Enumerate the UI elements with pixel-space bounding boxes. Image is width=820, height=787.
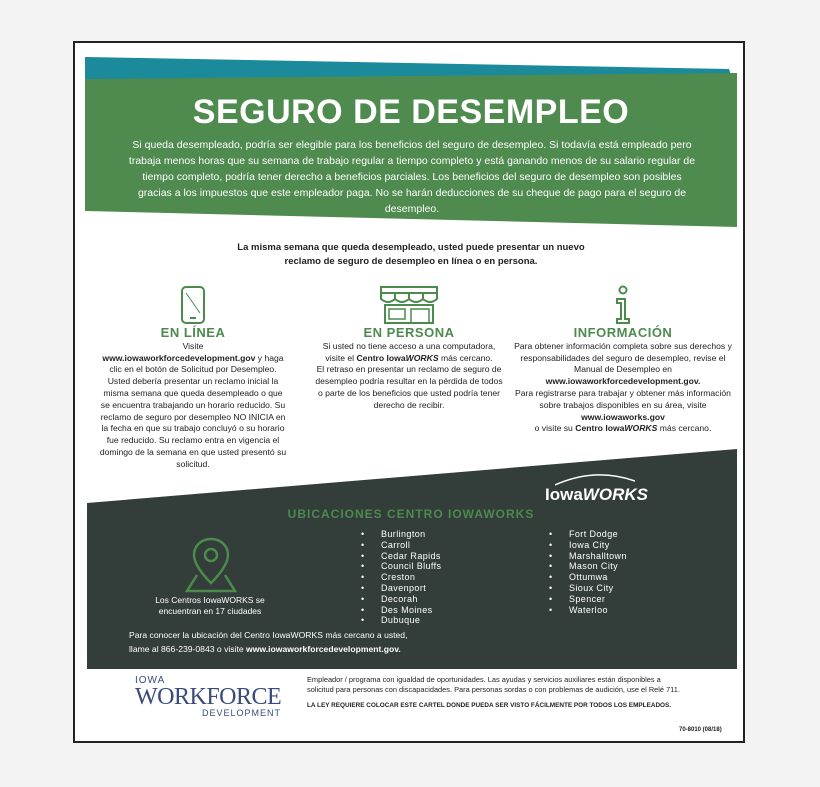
online-title: EN LÍNEA — [160, 325, 226, 340]
information-icon — [511, 283, 735, 325]
city-list-a — [361, 529, 441, 626]
city-item: • Carroll — [361, 540, 441, 551]
city-item: • Cedar Rapids — [361, 551, 441, 562]
city-item: • Des Moines — [361, 605, 441, 616]
info-url-link-b[interactable]: www.iowaworks.gov — [581, 411, 665, 422]
city-item: • Council Bluffs — [361, 561, 441, 572]
city-item: • Davenport — [361, 583, 441, 594]
city-item: • Marshalltown — [549, 551, 627, 562]
online-url-link[interactable]: www.iowaworkforcedevelopment.gov — [102, 352, 256, 363]
city-item: • Creston — [361, 572, 441, 583]
iowaworks-logo: IowaWORKS — [545, 485, 648, 505]
city-item: • Burlington — [361, 529, 441, 540]
subheading — [195, 241, 627, 269]
city-item: • Waterloo — [549, 605, 627, 616]
intro-paragraph: Si queda desempleado, podría ser elegible para los beneficios del seguro de desempleo. Si todavía está empleado pero trabaja menos horas que su semana de trabajo regular a tiempo completo y está ganando menos de su salario regular de tiempo completo, podría tener derecho a beneficios parciales. Los beneficios del seguro de desempleo son posibles gracias a los impuestos que este empleador paga. No se harán deducciones de su cheque de pago para el seguro de desempleo. — [128, 139, 696, 215]
online-text: Visite www.iowaworkforcedevelopment.gov y haga clic en el botón de Solicitud por Desempleo. Usted debería presentar un reclamo inicial la misma semana que queda desempleado o que se encuentra trabajando un horario reducido. Su reclamo de seguro por desempleo NO INICIA en la fecha en que su trabajo concluyó o su horario fue reducido. Su reclamo entra en vigencia el domingo de la semana en que usted presentó su solicitud. — [99, 340, 287, 469]
city-list-b — [549, 529, 627, 615]
city-item: • Sioux City — [549, 583, 627, 594]
equal-opportunity-notice: Empleador / programa con igualdad de oportunidades. Las ayudas y servicios auxiliares están disponibles a solicitud para personas con discapacidades. Para personas sordas o con problemas de audición, use el Relé 711. LA LEY REQUIERE COLOCAR ESTE CARTEL DONDE PUEDA SER VISTO FÁCILMENTE POR TODOS LOS EMPLEADOS. — [307, 675, 687, 711]
in-person-text: Si usted no tiene acceso a una computadora, visite el Centro IowaWORKS más cercano. El retraso en presentar un reclamo de seguro de desempleo podría resultar en la pérdida de todos o parte de los beneficios que usted podría tener derecho de recibir. — [315, 340, 503, 410]
in-person-column — [315, 283, 503, 412]
information-title: INFORMACIÓN — [573, 325, 673, 340]
city-item: • Decorah — [361, 594, 441, 605]
smartphone-icon — [99, 283, 287, 325]
storefront-icon — [315, 283, 503, 325]
header-band — [75, 43, 745, 243]
form-number: 70-8010 (08/18) — [679, 727, 722, 733]
city-item: • Spencer — [549, 594, 627, 605]
subheading-line-2: reclamo de seguro de desempleo en línea o en persona. — [284, 256, 538, 267]
information-text: Para obtener información completa sobre sus derechos y responsabilidades del seguro de desempleo, revise el Manual de Desempleo en www.iowaworkforcedevelopment.gov. Para registrarse para trabajar y obtener más información sobre trabajos disponibles en su área, visite www.iowaworks.gov o visite su Centro IowaWORKS más cercano. — [514, 340, 732, 434]
information-column — [511, 283, 735, 435]
city-item: • Iowa City — [549, 540, 627, 551]
contact-url-link[interactable]: www.iowaworkforcedevelopment.gov. — [246, 644, 401, 654]
city-item: • Mason City — [549, 561, 627, 572]
law-notice: LA LEY REQUIERE COLOCAR ESTE CARTEL DONDE PUEDA SER VISTO FÁCILMENTE POR TODOS LOS EMPLEADOS. — [307, 702, 672, 710]
city-item: • Fort Dodge — [549, 529, 627, 540]
subheading-line-1: La misma semana que queda desempleado, usted puede presentar un nuevo — [237, 242, 585, 253]
locations-panel — [75, 443, 745, 673]
city-item: • Ottumwa — [549, 572, 627, 583]
in-person-title: EN PERSONA — [363, 325, 455, 340]
iowa-workforce-logo: IOWA WORKFORCE DEVELOPMENT — [135, 675, 282, 718]
city-item: • Dubuque — [361, 615, 441, 626]
map-pin-icon — [183, 535, 239, 600]
info-url-link-a[interactable]: www.iowaworkforcedevelopment.gov. — [545, 376, 701, 387]
pin-caption: Los Centros IowaWORKS se encuentran en 17 ciudades — [155, 595, 265, 616]
page-title: SEGURO DE DESEMPLEO — [192, 93, 630, 131]
contact-info: Para conocer la ubicación del Centro IowaWORKS más cercano a usted, llame al 866-239-0843 o visite www.iowaworkforcedevelopment.gov. — [129, 630, 408, 654]
locations-title: UBICACIONES CENTRO IOWAWORKS — [287, 507, 535, 521]
poster — [73, 41, 745, 743]
